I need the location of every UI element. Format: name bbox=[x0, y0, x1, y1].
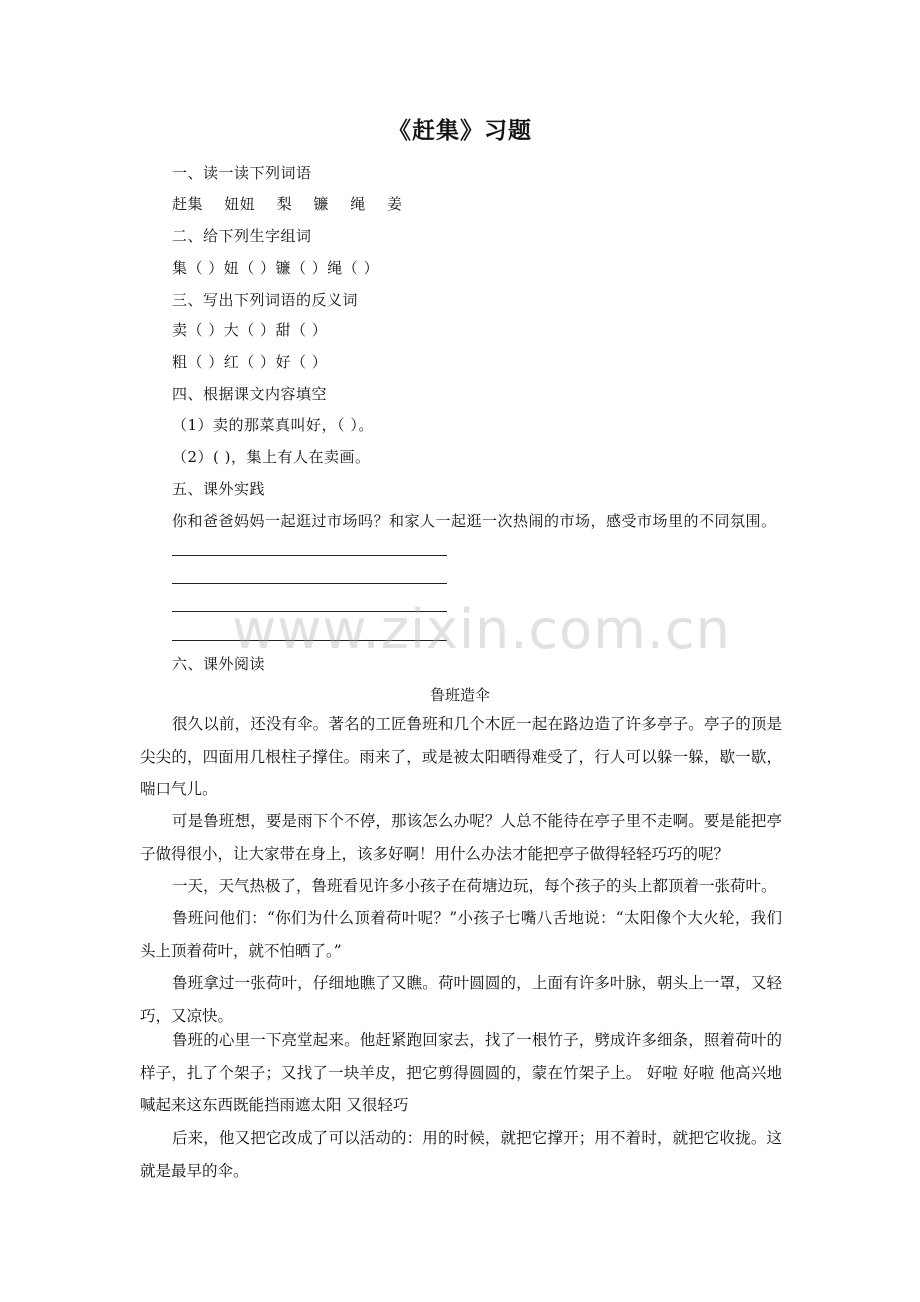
section-2-blanks: 集（ ）妞（ ）镰（ ）绳（ ） bbox=[172, 259, 380, 277]
section-4-question-2: （2）( )，集上有人在卖画。 bbox=[172, 448, 371, 466]
section-3-blanks-row-2: 粗（ ）红（ ）好（ ） bbox=[172, 353, 328, 371]
section-4-question-1: （1）卖的那菜真叫好，（ ）。 bbox=[172, 416, 374, 434]
reading-paragraph: 鲁班拿过一张荷叶，仔细地瞧了又瞧。荷叶圆圆的，上面有许多叶脉，朝头上一罩，又轻巧，又凉快。 bbox=[140, 974, 782, 1025]
reading-paragraph: 鲁班问他们：“你们为什么顶着荷叶呢？”小孩子七嘴八舌地说：“太阳像个大火轮，我们头上顶着荷叶，就不怕晒了。” bbox=[140, 909, 782, 960]
answer-line bbox=[172, 583, 447, 584]
answer-line bbox=[172, 555, 447, 556]
vocab-word: 梨 bbox=[276, 195, 293, 213]
section-6-heading: 六、课外阅读 bbox=[172, 655, 266, 673]
vocab-word: 赶集 bbox=[172, 195, 204, 213]
section-5-heading: 五、课外实践 bbox=[172, 480, 266, 498]
answer-line bbox=[172, 611, 447, 612]
reading-paragraph: 可是鲁班想，要是雨下个不停，那该怎么办呢？人总不能待在亭子里不走啊。要是能把亭子做得很小，让大家带在身上，该多好啊！用什么办法才能把亭子做得轻轻巧巧的呢？ bbox=[140, 812, 782, 863]
answer-line bbox=[172, 640, 447, 641]
reading-title: 鲁班造伞 bbox=[429, 686, 490, 704]
reading-paragraph: 鲁班的心里一下亮堂起来。他赶紧跑回家去，找了一根竹子，劈成许多细条，照着荷叶的样子，扎了个架子；又找了一块羊皮，把它剪得圆圆的，蒙在竹架子上。 好啦 好啦 他高兴地喊起来这东西既能挡雨遮太阳 又很轻巧 bbox=[140, 1031, 782, 1114]
vocab-word: 姜 bbox=[386, 195, 403, 213]
section-1-word-list bbox=[172, 193, 419, 214]
reading-paragraph: 一天，天气热极了，鲁班看见许多小孩子在荷塘边玩，每个孩子的头上都顶着一张荷叶。 bbox=[172, 877, 777, 895]
vocab-word: 绳 bbox=[350, 195, 366, 213]
section-3-heading: 三、写出下列词语的反义词 bbox=[172, 291, 359, 309]
section-1-heading: 一、读一读下列词语 bbox=[172, 164, 312, 182]
reading-paragraph: 后来，他又把它改成了可以活动的：用的时候，就把它撑开；用不着时，就把它收拢。这就是最早的伞。 bbox=[140, 1129, 782, 1180]
watermark: www.zixin.com.cn bbox=[232, 598, 731, 661]
reading-paragraph: 很久以前，还没有伞。著名的工匠鲁班和几个木匠一起在路边造了许多亭子。亭子的顶是尖尖的，四面用几根柱子撑住。雨来了，或是被太阳晒得难受了，行人可以躲一躲，歇一歇，喘口气儿。 bbox=[140, 715, 782, 798]
page-title: 《赶集》习题 bbox=[388, 117, 532, 144]
vocab-word: 镰 bbox=[313, 195, 329, 213]
vocab-word: 妞妞 bbox=[224, 195, 256, 213]
section-2-heading: 二、给下列生字组词 bbox=[172, 227, 312, 245]
section-5-prompt: 你和爸爸妈妈一起逛过市场吗？和家人一起逛一次热闹的市场，感受市场里的不同氛围。 bbox=[172, 512, 777, 530]
section-4-heading: 四、根据课文内容填空 bbox=[172, 385, 328, 403]
section-3-blanks-row-1: 卖（ ）大（ ）甜（ ） bbox=[172, 321, 328, 339]
